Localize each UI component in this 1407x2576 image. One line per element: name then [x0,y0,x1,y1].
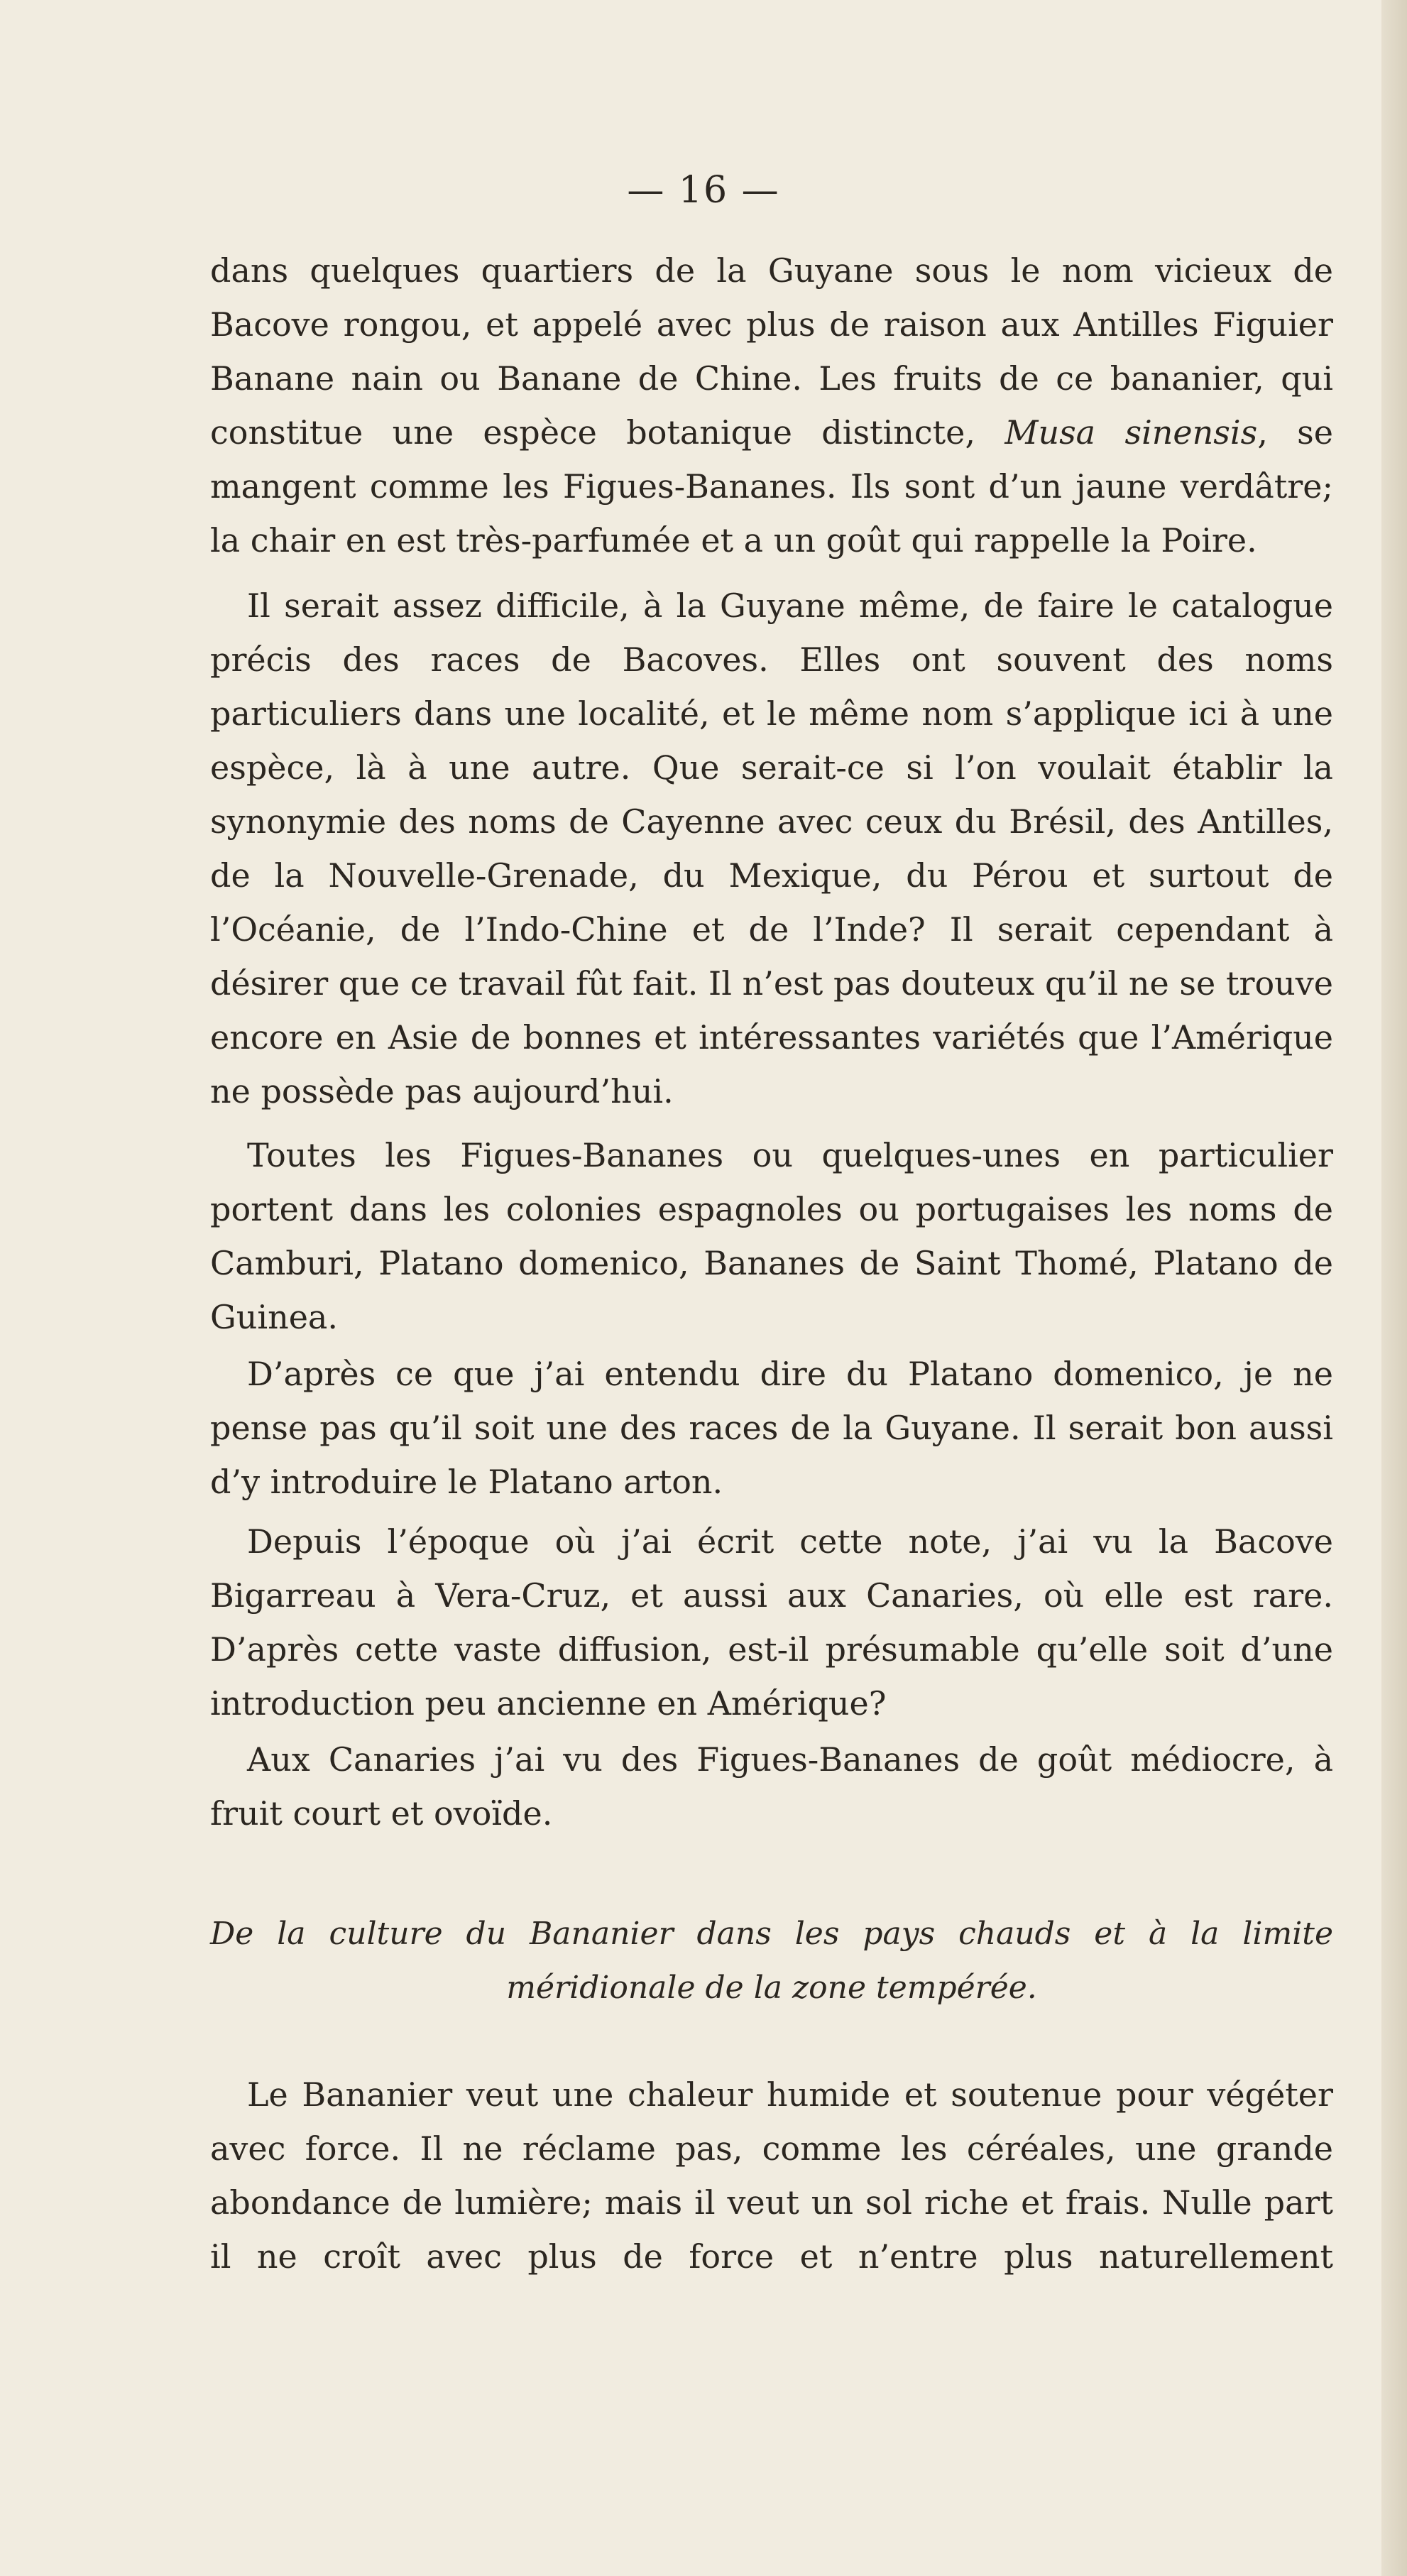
section-heading: De la culture du Bananier dans les pays chauds et à la limite méridionale de la zone tempérée. [210,1916,1333,2006]
paragraph-catalogue: Il serait assez difficile, à la Guyane même, de faire le catalogue précis des races de Bacoves. Elles ont souvent des noms particuliers dans une localité, et le même nom s’applique ici à une espèce, là à une autre. Que serait-ce si l’on voulait établir la synonymie des noms de Cayenne avec ceux du Brésil, des Antilles, de la Nouvelle-Grenade, du Mexique, du Pérou et surtout de l’Océanie, de l’Indo-Chine et de l’Inde? Il serait cependant à désirer que ce travail fût fait. Il n’est pas douteux qu’il ne se trouve encore en Asie de bonnes et intéressantes variétés que l’Amérique ne possède pas aujourd’hui. [210,586,1333,1110]
page-edge-shadow [1381,0,1407,2576]
paragraph-names: Toutes les Figues-Bananes ou quelques-unes en particulier portent dans les colonies espagnoles ou portugaises les noms de Camburi, Platano domenico, Bananes de Saint Thomé, Platano de Guinea. [210,1136,1333,1336]
page-number: — 16 — [627,169,780,212]
paragraph-continuation [210,244,1333,567]
paragraph-platano: D’après ce que j’ai entendu dire du Platano domenico, je ne pense pas qu’il soit une des races de la Guyane. Il serait bon aussi d’y introduire le Platano arton. [210,1355,1333,1501]
species-name-italic: Musa sinensis [1004,413,1258,452]
paragraph-culture: Le Bananier veut une chaleur humide et soutenue pour végéter avec force. Il ne réclame pas, comme les céréales, une grande abondance de lumière; mais il veut un sol riche et frais. Nulle part il ne croît avec plus de force et n’entre plus naturellement [210,2075,1333,2276]
paragraph-canaries: Aux Canaries j’ai vu des Figues-Bananes de goût médiocre, à fruit court et ovoïde. [210,1740,1333,1833]
paragraph-text-after-italic: , se mangent comme les Figues-Bananes. Ils sont d’un jaune verdâtre; la chair en est très-parfumée et a un goût qui rappelle la Poire. [210,413,1333,560]
paragraph-text-before-italic: dans quelques quartiers de la Guyane sous le nom vicieux de Bacove rongou, et appelé avec plus de raison aux Antilles Figuier Banane nain ou Banane de Chine. Les fruits de ce bananier, qui constitue une espèce botanique distincte, [210,251,1333,452]
paragraph-note: Depuis l’époque où j’ai écrit cette note, j’ai vu la Bacove Bigarreau à Vera-Cruz, et aussi aux Canaries, où elle est rare. D’après cette vaste diffusion, est-il présumable qu’elle soit d’une introduction peu ancienne en Amérique? [210,1522,1333,1723]
